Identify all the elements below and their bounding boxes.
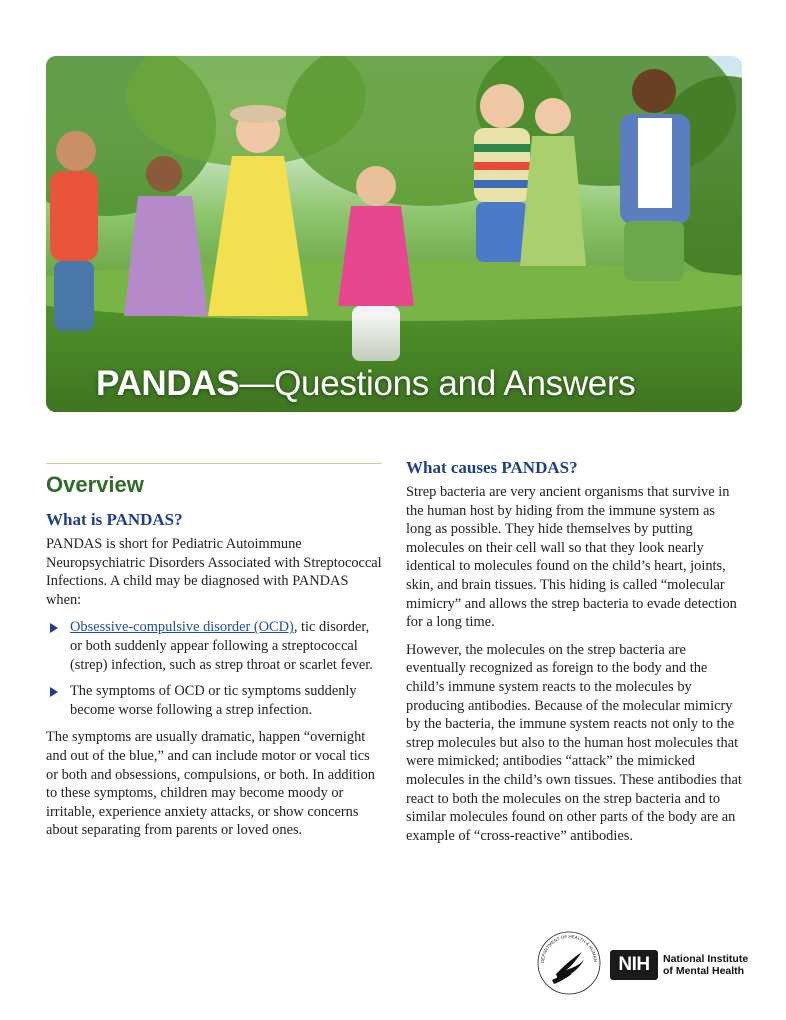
page-title-bold: PANDAS — [96, 364, 240, 403]
triangle-bullet-icon — [50, 687, 58, 697]
diagnosis-criteria-list — [46, 618, 382, 719]
section-divider — [46, 463, 382, 464]
hero-photo — [46, 56, 742, 412]
nimh-line-2: of Mental Health — [663, 965, 745, 977]
overview-heading: Overview — [46, 472, 144, 497]
list-item — [46, 682, 382, 719]
what-causes-pandas-heading: What causes PANDAS? — [406, 458, 578, 477]
what-is-pandas-paragraph: PANDAS is short for Pediatric Autoimmune Neuropsychiatric Disorders Associated with Streptococcal Infections. A child may be diagnosed with PANDAS when: — [46, 536, 382, 608]
bullet2-text: The symptoms of OCD or tic symptoms suddenly become worse following a strep infection. — [70, 683, 357, 718]
symptoms-paragraph: The symptoms are usually dramatic, happen “overnight and out of the blue,” and can include motor or vocal tics or both and obsessions, compulsions, or both. In addition to these symptoms, children may become moody or irritable, experience anxiety attacks, or show concerns about separating from parents or loved ones. — [46, 729, 375, 839]
svg-text:DEPARTMENT OF HEALTH & HUMAN S — [536, 930, 598, 963]
list-item — [46, 618, 382, 674]
hhs-seal-logo — [536, 930, 602, 996]
what-is-pandas-heading: What is PANDAS? — [46, 510, 183, 529]
page-title — [96, 364, 636, 404]
nimh-name — [663, 953, 753, 977]
nih-logo: NIH — [610, 950, 658, 980]
triangle-bullet-icon — [50, 623, 58, 633]
children-running-illustration — [46, 56, 742, 412]
causes-paragraph-1: Strep bacteria are very ancient organisms that survive in the human host by hiding from the immune system as long as possible. They hide themselves by putting molecules on their cell wall so that they look nearly identical to molecules found on the child’s heart, joints, skin, and brain tissues. This hiding is called “molecular mimicry” and allows the strep bacteria to evade detection for a long time. — [406, 484, 737, 631]
causes-paragraph-2: However, the molecules on the strep bacteria are eventually recognized as foreign to the body and the child’s immune system reacts to the molecules by producing antibodies. Because of the molecular mimicry by the bacteria, the immune system reacts not only to the strep molecules but also to the human host molecules that were mimicked; antibodies “attack” the mimicked molecules in the child’s own tissues. These antibodies that react to both the molecules on the strep bacteria and to similar molecules found on other parts of the body are an example of “cross-reactive” antibodies. — [406, 641, 742, 844]
right-column — [406, 458, 744, 854]
ocd-link[interactable]: Obsessive-compulsive disorder (OCD) — [70, 619, 294, 636]
nimh-line-1: National Institute — [663, 953, 749, 965]
left-column — [46, 463, 382, 849]
page-title-rest: —Questions and Answers — [239, 364, 636, 403]
bullet1-text: , tic disorder, or both suddenly appear following a streptococcal (strep) infection, such as strep throat or scarlet fever. — [70, 619, 373, 673]
hhs-seal-text: DEPARTMENT OF HEALTH & HUMAN — [539, 933, 599, 964]
